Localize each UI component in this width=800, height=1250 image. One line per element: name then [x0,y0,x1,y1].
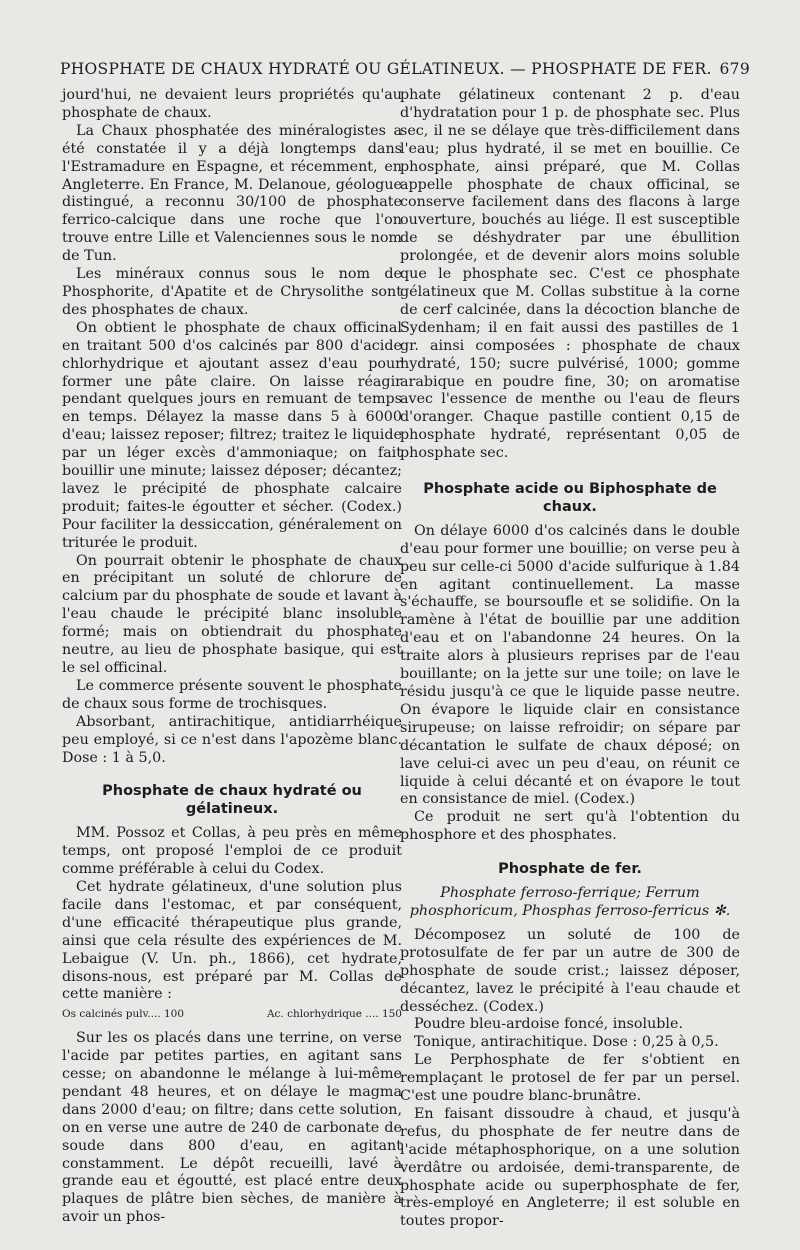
paragraph: On délaye 6000 d'os calcinés dans le double d'eau pour former une bouillie; on verse peu à peu sur celle-ci 5000 d'acide sulfurique à 1.84 en agitant continuellement. La masse s'échauffe, se boursoufle et se solidifie. On la ramène à l'état de bouillie par une addition d'eau et on l'abandonne 24 heures. On la traite alors à plusieurs reprises par de l'eau bouillante; on la jette sur une toile; on lave le résidu jusqu'à ce que le liquide passe neutre. On évapore le liquide clair en consistance sirupeuse; on laisse refroidir; on sépare par décantation le sulfate de chaux déposé; on lave celui-ci avec un peu d'eau, on réunit ce liquide à celui décanté et on évapore le tout en consistance de miel. (Codex.) [400,522,740,808]
paragraph: On obtient le phosphate de chaux officinal en traitant 500 d'os calcinés par 800 d'acide chlorhydrique et ajoutant assez d'eau pour former une pâte claire. On laisse réagir pendant quelques jours en remuant de temps en temps. Délayez la masse dans 5 à 6000 d'eau; laissez reposer; filtrez; traitez le liquide par un léger excès d'ammoniaque; on fait bouillir une minute; laissez déposer; décantez; lavez le précipité de phosphate calcaire produit; faites-le égoutter et sécher. (Codex.) Pour faciliter la dessiccation, généralement on triturée le produit. [62,319,402,551]
section-heading: Phosphate de fer. [498,861,642,878]
paragraph: Les minéraux connus sous le nom de Phosphorite, d'Apatite et de Chrysolithe sont des phosphates de chaux. [62,266,402,318]
running-header [60,60,750,88]
recipe-ingredient: Os calcinés pulv.... 100 [62,1008,185,1021]
left-column [62,87,402,1227]
paragraph: Cet hydrate gélatineux, d'une solution plus facile dans l'estomac, et par conséquent, d'une efficacité thérapeutique plus grande, ainsi que cela résulte des expériences de M. Lebaigue (V. Un. ph., 1866), cet hydrate, disons-nous, est préparé par M. Collas de cette manière : [62,878,402,1003]
running-title: PHOSPHATE DE CHAUX HYDRATÉ OU GÉLATINEUX. — PHOSPHATE DE FER. [60,60,712,78]
paragraph: Ce produit ne sert qu'à l'obtention du phosphore et des phosphates. [400,809,740,844]
paragraph: Tonique, antirachitique. Dose : 0,25 à 0,5. [414,1034,719,1051]
right-column [400,87,740,1231]
paragraph: Absorbant, antirachitique, antidiarrhéique peu employé, si ce n'est dans l'apozème blanc. Dose : 1 à 5,0. [62,713,402,766]
paragraph: MM. Possoz et Collas, à peu près en même temps, ont proposé l'emploi de ce produit comme préférable à celui du Codex. [62,825,402,878]
paragraph: On pourrait obtenir le phosphate de chaux en précipitant un soluté de chlorure de calcium par du phosphate de soude et lavant à l'eau chaude le précipité blanc insoluble formé; mais on obtiendrait du phosphate neutre, au lieu de phosphate basique, qui est le sel officinal. [62,552,402,676]
section-heading: Phosphate de chaux hydraté ou gélatineux. [102,783,362,818]
paragraph: Poudre bleu-ardoise foncé, insoluble. [414,1016,684,1033]
paragraph: Le commerce présente souvent le phosphate de chaux sous forme de trochisques. [62,677,402,712]
recipe-line [62,1006,402,1024]
paragraph: La Chaux phosphatée des minéralogistes a été constatée il y a déjà longtemps dans l'Estramadure en Espagne, et récemment, en Angleterre. En France, M. Delanoue, géologue distingué, a reconnu 30/100 de phosphate ferrico-calcique dans une roche que l'on trouve entre Lille et Valenciennes sous le nom de Tun. [62,122,402,265]
paragraph: phate gélatineux contenant 2 p. d'eau d'hydratation pour 1 p. de phosphate sec. Plus sec, il ne se délaye que très-difficilement dans l'eau; plus hydraté, il se met en bouillie. Ce phosphate, ainsi préparé, que M. Collas appelle phosphate de chaux officinal, se conserve facilement dans des flacons à large ouverture, bouchés au liége. Il est susceptible de se déshydrater par une ébullition prolongée, et de devenir alors moins soluble que le phosphate sec. C'est ce phosphate gélatineux que M. Collas substitue à la corne de cerf calcinée, dans la décoction blanche de Sydenham; il en fait aussi des pastilles de 1 gr. ainsi composées : phosphate de chaux hydraté, 150; sucre pulvérisé, 1000; gomme arabique en poudre fine, 30; on aromatise avec l'essence de menthe ou l'eau de fleurs d'oranger. Chaque pastille contient 0,15 de phosphate hydraté, représentant 0,05 de phosphate sec. [400,87,740,462]
synonyms-line: Phosphate ferroso-ferrique; Ferrum phosphoricum, Phosphas ferroso-ferricus ✻. [409,885,731,919]
paragraph: En faisant dissoudre à chaud, et jusqu'à refus, du phosphate de fer neutre dans de l'acide métaphosphorique, on a une solution verdâtre ou ardoisée, demi-transparente, de phosphate acide ou superphosphate de fer, très-employé en Angleterre; il est soluble en toutes propor- [400,1105,740,1230]
section-heading: Phosphate acide ou Biphosphate de chaux. [423,481,717,515]
paragraph: Sur les os placés dans une terrine, on verse l'acide par petites parties, en agitant sans cesse; on abandonne le mélange à lui-même pendant 48 heures, et on délaye le magma dans 2000 d'eau; on filtre; dans cette solution, on en verse une autre de 240 de carbonate de soude dans 800 d'eau, en agitant constamment. Le dépôt recueilli, lavé à grande eau et égoutté, est placé entre deux plaques de plâtre bien sèches, de manière à avoir un phos- [62,1030,402,1226]
paragraph: Décomposez un soluté de 100 de protosulfate de fer par un autre de 300 de phosphate de soude crist.; laissez déposer, décantez, lavez le précipité à l'eau chaude et desséchez. (Codex.) [400,926,740,1015]
paragraph: jourd'hui, ne devaient leurs propriétés qu'au phosphate de chaux. [62,87,402,121]
recipe-ingredient: Ac. chlorhydrique .... 150 [266,1008,402,1021]
page-number: 679 [719,60,750,78]
paragraph: Le Perphosphate de fer s'obtient en remplaçant le protosel de fer par un persel. C'est une poudre blanc-brunâtre. [400,1052,740,1105]
